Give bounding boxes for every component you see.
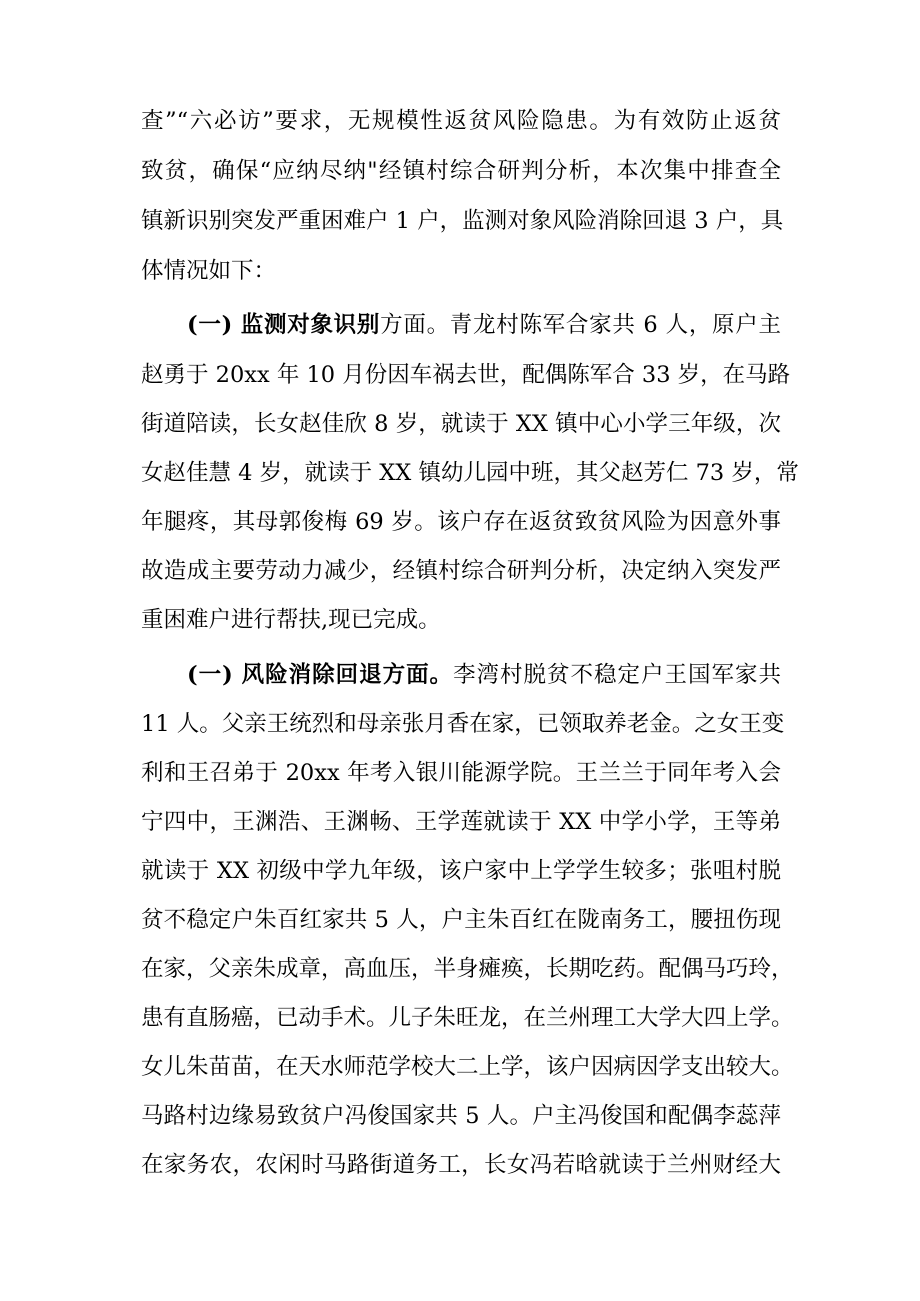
text-line: 马路村边缘易致贫户冯俊国家共 5 人。户主冯俊国和配偶李蕊萍 [141, 1103, 781, 1129]
text-line: 年腿疼，其母郭俊梅 69 岁。该户存在返贫致贫风险为因意外事 [141, 509, 781, 535]
text-line: 就读于 XX 初级中学九年级，该户家中上学学生较多；张咀村脱 [141, 858, 781, 884]
text-run: 李湾村脱贫不稳定户王国军家共 [453, 662, 781, 688]
text-line: 利和王召弟于 20xx 年考入银川能源学院。王兰兰于同年考入会 [141, 760, 781, 786]
text-line: 赵勇于 20xx 年 10 月份因车祸去世，配偶陈军合 33 岁，在马路 [141, 362, 791, 388]
text-line: 在家务农，农闲时马路街道务工，长女冯若晗就读于兰州财经大 [141, 1152, 781, 1178]
text-line: 宁四中，王渊浩、王渊畅、王学莲就读于 XX 中学小学，王等弟 [141, 809, 781, 835]
text-line: 女儿朱苗苗，在天水师范学校大二上学，该户因病因学支出较大。 [141, 1054, 794, 1080]
text-run: 方面。青龙村陈军合家共 6 人，原户主 [380, 312, 781, 338]
text-line: 查”“六必访”要求，无规模性返贫风险隐患。为有效防止返贫 [141, 108, 781, 134]
paragraph-first-line [187, 310, 781, 340]
text-line: 镇新识别突发严重困难户 1 户，监测对象风险消除回退 3 户，具 [141, 208, 784, 234]
text-line: 街道陪读，长女赵佳欣 8 岁，就读于 XX 镇中心小学三年级，次 [141, 411, 781, 437]
text-line: 致贫，确保“应纳尽纳"经镇村综合研判分析，本次集中排查全 [141, 158, 781, 184]
text-line: 故造成主要劳动力减少，经镇村综合研判分析，决定纳入突发严 [141, 558, 781, 584]
paragraph-first-line [187, 660, 781, 690]
text-line: 在家，父亲朱成章，高血压，半身瘫痪，长期吃药。配偶马巧玲， [141, 956, 794, 982]
text-line: 11 人。父亲王统烈和母亲张月香在家，已领取养老金。之女王变 [141, 711, 785, 737]
section-heading-monitoring: (一) 监测对象识别 [187, 312, 381, 338]
text-line: 重困难户进行帮扶,现已完成。 [141, 607, 441, 633]
text-line: 女赵佳慧 4 岁，就读于 XX 镇幼儿园中班，其父赵芳仁 73 岁，常 [141, 460, 799, 486]
section-heading-risk-removal: (一) 风险消除回退方面。 [187, 662, 454, 688]
text-line: 体情况如下： [141, 258, 277, 284]
text-line: 贫不稳定户朱百红家共 5 人，户主朱百红在陇南务工，腰扭伤现 [141, 907, 781, 933]
text-line: 患有直肠癌，已动手术。儿子朱旺龙，在兰州理工大学大四上学。 [141, 1005, 794, 1031]
